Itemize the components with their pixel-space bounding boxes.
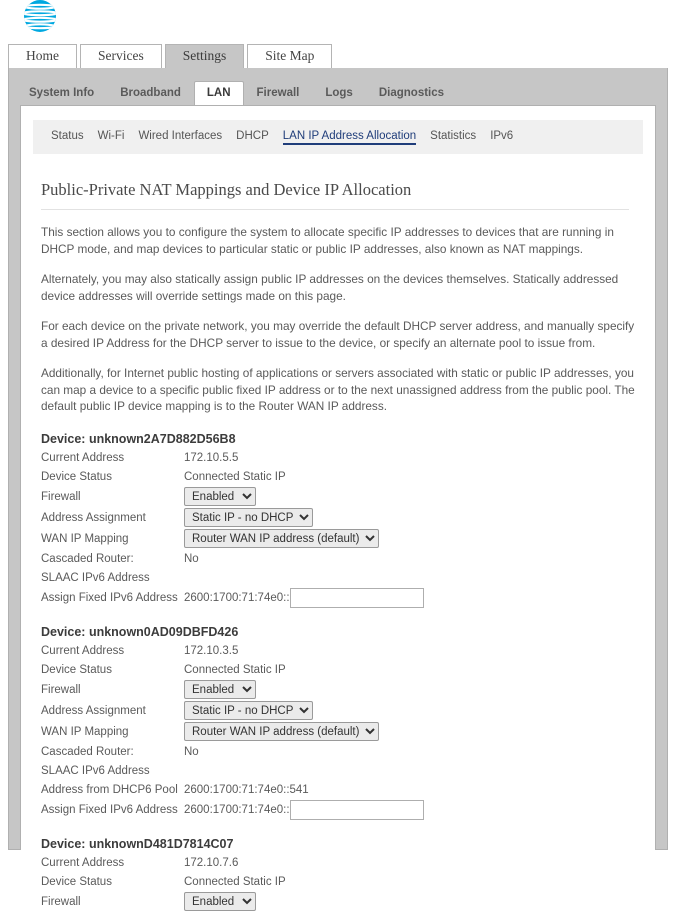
- device-status-label: Device Status: [41, 470, 112, 483]
- device-name: unknown0AD09DBFD426: [88, 624, 239, 639]
- device-block: [41, 625, 635, 820]
- secondary-tab-diagnostics[interactable]: Diagnostics: [378, 87, 445, 99]
- att-globe-logo: [20, 0, 60, 36]
- firewall-label: Firewall: [41, 490, 81, 503]
- current-address-label: Current Address: [41, 451, 125, 464]
- device-status-value: Connected Static IP: [184, 875, 286, 888]
- firewall-row: [41, 487, 635, 507]
- current-address-value: 172.10.5.5: [184, 451, 239, 464]
- current-address-row: [41, 642, 635, 660]
- assign-fixed-ipv6-input[interactable]: [290, 588, 424, 608]
- intro-paragraph-3: For each device on the private network, you may override the default DHCP server address, and manually specify a desired IP Address for the DHCP server to issue to the device, or specify an alternate pool to issue from.: [41, 319, 635, 350]
- device-status-row: [41, 661, 635, 679]
- current-address-value: 172.10.7.6: [184, 856, 239, 869]
- current-address-label: Current Address: [41, 856, 125, 869]
- wan-ip-mapping-label: WAN IP Mapping: [41, 725, 129, 738]
- firewall-label: Firewall: [41, 683, 81, 696]
- device-title-prefix: Device:: [41, 836, 89, 851]
- secondary-tab-bar: [16, 80, 457, 105]
- cascaded-router-row: [41, 743, 635, 761]
- primary-tab-bar: [8, 44, 335, 68]
- wan-ip-mapping-row: [41, 722, 635, 742]
- tertiary-link-statistics[interactable]: Statistics: [430, 130, 477, 142]
- device-status-row: [41, 468, 635, 486]
- assign-fixed-ipv6-row: [41, 588, 635, 608]
- firewall-row: [41, 680, 635, 700]
- tertiary-link-ipv6[interactable]: IPv6: [490, 130, 514, 142]
- page-title: Public-Private NAT Mappings and Device IP Allocation: [41, 180, 412, 199]
- page-content: [33, 180, 655, 912]
- tertiary-link-wired-interfaces[interactable]: Wired Interfaces: [138, 130, 223, 142]
- secondary-tab-firewall[interactable]: Firewall: [256, 87, 300, 99]
- device-title: [41, 837, 635, 851]
- device-status-label: Device Status: [41, 875, 112, 888]
- device-status-label: Device Status: [41, 663, 112, 676]
- dhcp6-pool-label: Address from DHCP6 Pool: [41, 783, 178, 796]
- secondary-tab-lan[interactable]: LAN: [194, 81, 244, 105]
- address-assignment-label: Address Assignment: [41, 511, 146, 524]
- device-status-value: Connected Static IP: [184, 663, 286, 676]
- cascaded-router-value: No: [184, 552, 199, 565]
- address-assignment-row: [41, 508, 635, 528]
- current-address-value: 172.10.3.5: [184, 644, 239, 657]
- primary-tab-home[interactable]: Home: [8, 44, 77, 68]
- device-title: [41, 432, 635, 446]
- device-status-value: Connected Static IP: [184, 470, 286, 483]
- device-name: unknown2A7D882D56B8: [88, 431, 236, 446]
- secondary-tab-broadband[interactable]: Broadband: [120, 87, 181, 99]
- primary-tab-settings[interactable]: Settings: [165, 44, 245, 68]
- device-block: [41, 837, 635, 912]
- intro-paragraph-4: Additionally, for Internet public hosting of applications or servers associated with static or public IP addresses, you can map a device to a specific public fixed IP address or to the next unassigned address from the public pool. The default public IP device mapping is to the Router WAN IP address.: [41, 366, 635, 413]
- address-assignment-label: Address Assignment: [41, 704, 146, 717]
- wan-ip-mapping-label: WAN IP Mapping: [41, 532, 129, 545]
- device-status-row: [41, 873, 635, 891]
- firewall-select[interactable]: [184, 892, 256, 911]
- secondary-tab-logs[interactable]: Logs: [325, 87, 353, 99]
- slaac-ipv6-row: [41, 762, 635, 780]
- firewall-row: [41, 892, 635, 912]
- assign-fixed-ipv6-row: [41, 800, 635, 820]
- primary-tab-site-map[interactable]: Site Map: [247, 44, 332, 68]
- assign-fixed-ipv6-label: Assign Fixed IPv6 Address: [41, 803, 178, 816]
- dhcp6-pool-value: 2600:1700:71:74e0::541: [184, 783, 309, 796]
- wan-ip-mapping-select[interactable]: [184, 529, 379, 548]
- title-divider: [41, 209, 629, 210]
- device-title-prefix: Device:: [41, 431, 89, 446]
- intro-paragraph-1: This section allows you to configure the system to allocate specific IP addresses to devices that are running in DHCP mode, and map devices to particular static or public IP addresses, also known as NAT mappings.: [41, 225, 614, 256]
- cascaded-router-label: Cascaded Router:: [41, 552, 134, 565]
- tertiary-link-status[interactable]: Status: [51, 130, 84, 142]
- cascaded-router-label: Cascaded Router:: [41, 745, 134, 758]
- assign-fixed-ipv6-input[interactable]: [290, 800, 424, 820]
- intro-paragraph-2: Alternately, you may also statically assign public IP addresses on the devices themselves. Statically addressed device addresses will override settings made on this page.: [41, 272, 619, 303]
- device-title-prefix: Device:: [41, 624, 89, 639]
- wan-ip-mapping-select[interactable]: [184, 722, 379, 741]
- tertiary-link-lan-ip-address-allocation[interactable]: LAN IP Address Allocation: [283, 130, 416, 145]
- current-address-row: [41, 854, 635, 872]
- device-name: unknownD481D7814C07: [88, 836, 234, 851]
- device-title: [41, 625, 635, 639]
- ipv6-prefix: 2600:1700:71:74e0::: [184, 591, 290, 604]
- wan-ip-mapping-row: [41, 529, 635, 549]
- address-assignment-row: [41, 701, 635, 721]
- tertiary-nav-bar: [33, 120, 643, 154]
- cascaded-router-value: No: [184, 745, 199, 758]
- dhcp6-pool-row: [41, 781, 635, 799]
- current-address-row: [41, 449, 635, 467]
- tertiary-link-dhcp[interactable]: DHCP: [236, 130, 269, 142]
- firewall-select[interactable]: [184, 487, 256, 506]
- slaac-ipv6-row: [41, 569, 635, 587]
- address-assignment-select[interactable]: [184, 701, 313, 720]
- content-panel: [20, 105, 656, 908]
- assign-fixed-ipv6-label: Assign Fixed IPv6 Address: [41, 591, 178, 604]
- secondary-tab-system-info[interactable]: System Info: [29, 87, 95, 99]
- firewall-label: Firewall: [41, 895, 81, 908]
- firewall-select[interactable]: [184, 680, 256, 699]
- tertiary-link-wifi[interactable]: Wi-Fi: [97, 130, 125, 142]
- device-block: [41, 432, 635, 608]
- slaac-ipv6-label: SLAAC IPv6 Address: [41, 571, 150, 584]
- slaac-ipv6-label: SLAAC IPv6 Address: [41, 764, 150, 777]
- cascaded-router-row: [41, 550, 635, 568]
- ipv6-prefix: 2600:1700:71:74e0::: [184, 803, 290, 816]
- att-logo: [20, 0, 60, 36]
- address-assignment-select[interactable]: [184, 508, 313, 527]
- current-address-label: Current Address: [41, 644, 125, 657]
- primary-tab-services[interactable]: Services: [80, 44, 162, 68]
